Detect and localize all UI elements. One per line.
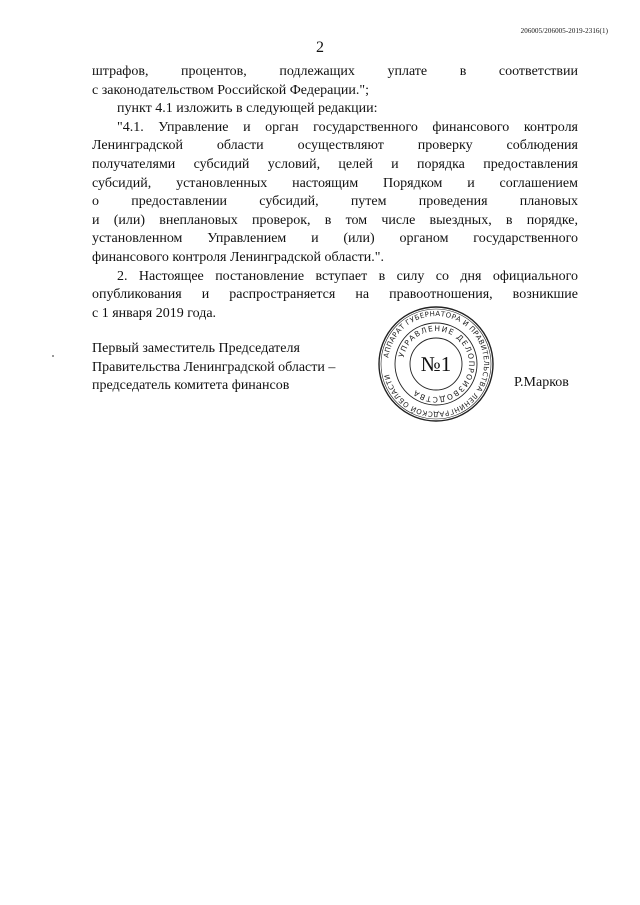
scan-speck bbox=[52, 355, 54, 357]
text-line: субсидий, установленных настоящим Порядком и соглашением bbox=[92, 175, 578, 191]
text-line: пункт 4.1 изложить в следующей редакции: bbox=[117, 101, 378, 117]
paragraph-effective-date bbox=[92, 268, 578, 324]
signatory-title-line-3: председатель комитета финансов bbox=[92, 378, 290, 394]
document-registration-number: 206005/206005-2019-2316(1) bbox=[520, 27, 608, 35]
text-line: опубликования и распространяется на правоотношения, возникшие bbox=[92, 287, 578, 303]
text-line: 2. Настоящее постановление вступает в силу со дня официального bbox=[117, 268, 578, 284]
official-seal-stamp bbox=[376, 304, 496, 424]
page-number: 2 bbox=[316, 39, 324, 56]
text-line: получателями субсидий условий, целей и порядка предоставления bbox=[92, 156, 578, 172]
paragraph-clause-4-1 bbox=[92, 119, 578, 268]
signatory-title-line-2: Правительства Ленинградской области – bbox=[92, 359, 336, 375]
text-line: штрафов, процентов, подлежащих уплате в соответствии bbox=[92, 64, 578, 79]
stamp-center-number: №1 bbox=[420, 352, 452, 376]
signatory-title-line-1: Первый заместитель Председателя bbox=[92, 341, 300, 356]
text-line: о предоставлении субсидий, путем проведения плановых bbox=[92, 194, 578, 210]
text-line: с законодательством Российской Федерации."; bbox=[92, 82, 369, 98]
stamp-outer-text: АППАРАТ ГУБЕРНАТОРА И ПРАВИТЕЛЬСТВА ЛЕНИНГРАДСКОЙ ОБЛАСТИ bbox=[382, 309, 491, 419]
text-line: "4.1. Управление и орган государственного финансового контроля bbox=[117, 119, 578, 135]
text-line: и (или) внеплановых проверок, в том числе выездных, в порядке, bbox=[92, 212, 578, 228]
document-body bbox=[92, 63, 578, 323]
stamp-inner-text: УПРАВЛЕНИЕ ДЕЛОПРОИЗВОДСТВА bbox=[396, 323, 477, 405]
signatory-name: Р.Марков bbox=[514, 375, 569, 390]
text-line: финансового контроля Ленинградской области.". bbox=[92, 249, 384, 265]
signature-block bbox=[92, 340, 335, 396]
text-line: Ленинградской области осуществляют проверку соблюдения bbox=[92, 138, 578, 154]
paragraph-penalties bbox=[92, 63, 578, 100]
text-line: с 1 января 2019 года. bbox=[92, 305, 217, 321]
text-line: установленном Управлением и (или) органом государственного bbox=[92, 231, 578, 247]
paragraph-amend-clause bbox=[92, 100, 578, 119]
